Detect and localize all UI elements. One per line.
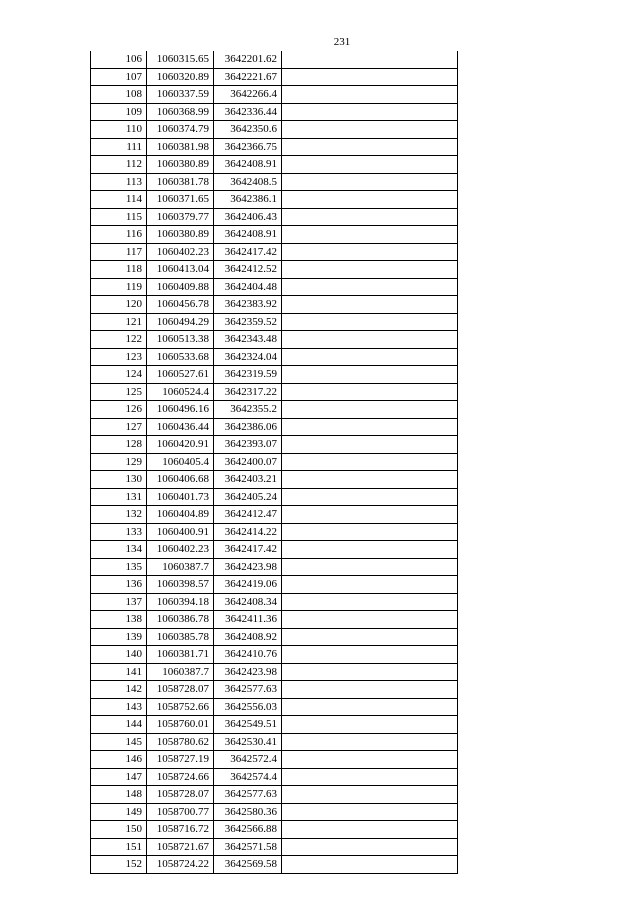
point-id-cell: 114 <box>91 191 147 209</box>
table-row <box>91 593 458 611</box>
x-coordinate-cell: 1060371.65 <box>147 191 214 209</box>
note-cell <box>282 348 458 366</box>
table-row <box>91 173 458 191</box>
x-coordinate-cell: 1058727.19 <box>147 751 214 769</box>
note-cell <box>282 593 458 611</box>
table-row <box>91 523 458 541</box>
point-id-cell: 131 <box>91 488 147 506</box>
coordinate-table <box>90 51 458 874</box>
note-cell <box>282 576 458 594</box>
y-coordinate-cell: 3642419.06 <box>214 576 282 594</box>
x-coordinate-cell: 1058752.66 <box>147 698 214 716</box>
x-coordinate-cell: 1060405.4 <box>147 453 214 471</box>
note-cell <box>282 558 458 576</box>
table-row <box>91 86 458 104</box>
point-id-cell: 142 <box>91 681 147 699</box>
point-id-cell: 137 <box>91 593 147 611</box>
y-coordinate-cell: 3642580.36 <box>214 803 282 821</box>
point-id-cell: 116 <box>91 226 147 244</box>
table-row <box>91 838 458 856</box>
note-cell <box>282 628 458 646</box>
table-row <box>91 401 458 419</box>
note-cell <box>282 51 458 68</box>
point-id-cell: 121 <box>91 313 147 331</box>
point-id-cell: 128 <box>91 436 147 454</box>
x-coordinate-cell: 1060400.91 <box>147 523 214 541</box>
y-coordinate-cell: 3642405.24 <box>214 488 282 506</box>
note-cell <box>282 646 458 664</box>
y-coordinate-cell: 3642336.44 <box>214 103 282 121</box>
point-id-cell: 115 <box>91 208 147 226</box>
x-coordinate-cell: 1060409.88 <box>147 278 214 296</box>
y-coordinate-cell: 3642383.92 <box>214 296 282 314</box>
y-coordinate-cell: 3642408.91 <box>214 226 282 244</box>
y-coordinate-cell: 3642566.88 <box>214 821 282 839</box>
y-coordinate-cell: 3642410.76 <box>214 646 282 664</box>
note-cell <box>282 803 458 821</box>
x-coordinate-cell: 1060533.68 <box>147 348 214 366</box>
y-coordinate-cell: 3642408.5 <box>214 173 282 191</box>
table-row <box>91 698 458 716</box>
point-id-cell: 109 <box>91 103 147 121</box>
table-row <box>91 506 458 524</box>
point-id-cell: 117 <box>91 243 147 261</box>
point-id-cell: 119 <box>91 278 147 296</box>
y-coordinate-cell: 3642266.4 <box>214 86 282 104</box>
table-row <box>91 716 458 734</box>
y-coordinate-cell: 3642423.98 <box>214 663 282 681</box>
x-coordinate-cell: 1060527.61 <box>147 366 214 384</box>
y-coordinate-cell: 3642412.52 <box>214 261 282 279</box>
x-coordinate-cell: 1060402.23 <box>147 243 214 261</box>
table-row <box>91 296 458 314</box>
point-id-cell: 144 <box>91 716 147 734</box>
x-coordinate-cell: 1058728.07 <box>147 681 214 699</box>
x-coordinate-cell: 1060401.73 <box>147 488 214 506</box>
x-coordinate-cell: 1060379.77 <box>147 208 214 226</box>
note-cell <box>282 86 458 104</box>
point-id-cell: 152 <box>91 856 147 874</box>
x-coordinate-cell: 1060394.18 <box>147 593 214 611</box>
x-coordinate-cell: 1058724.66 <box>147 768 214 786</box>
table-row <box>91 803 458 821</box>
point-id-cell: 123 <box>91 348 147 366</box>
x-coordinate-cell: 1060374.79 <box>147 121 214 139</box>
point-id-cell: 111 <box>91 138 147 156</box>
note-cell <box>282 751 458 769</box>
y-coordinate-cell: 3642530.41 <box>214 733 282 751</box>
x-coordinate-cell: 1058721.67 <box>147 838 214 856</box>
y-coordinate-cell: 3642408.92 <box>214 628 282 646</box>
table-row <box>91 278 458 296</box>
y-coordinate-cell: 3642549.51 <box>214 716 282 734</box>
table-row <box>91 331 458 349</box>
note-cell <box>282 786 458 804</box>
x-coordinate-cell: 1058760.01 <box>147 716 214 734</box>
x-coordinate-cell: 1060381.78 <box>147 173 214 191</box>
point-id-cell: 149 <box>91 803 147 821</box>
y-coordinate-cell: 3642319.59 <box>214 366 282 384</box>
point-id-cell: 133 <box>91 523 147 541</box>
point-id-cell: 120 <box>91 296 147 314</box>
x-coordinate-cell: 1060320.89 <box>147 68 214 86</box>
table-row <box>91 611 458 629</box>
point-id-cell: 129 <box>91 453 147 471</box>
x-coordinate-cell: 1060398.57 <box>147 576 214 594</box>
x-coordinate-cell: 1060337.59 <box>147 86 214 104</box>
x-coordinate-cell: 1060387.7 <box>147 558 214 576</box>
table-row <box>91 348 458 366</box>
x-coordinate-cell: 1060436.44 <box>147 418 214 436</box>
y-coordinate-cell: 3642417.42 <box>214 541 282 559</box>
note-cell <box>282 366 458 384</box>
point-id-cell: 126 <box>91 401 147 419</box>
x-coordinate-cell: 1060385.78 <box>147 628 214 646</box>
x-coordinate-cell: 1060404.89 <box>147 506 214 524</box>
y-coordinate-cell: 3642403.21 <box>214 471 282 489</box>
point-id-cell: 146 <box>91 751 147 769</box>
x-coordinate-cell: 1058724.22 <box>147 856 214 874</box>
table-row <box>91 681 458 699</box>
coordinate-table-body <box>91 51 458 873</box>
x-coordinate-cell: 1060524.4 <box>147 383 214 401</box>
table-row <box>91 103 458 121</box>
table-row <box>91 646 458 664</box>
x-coordinate-cell: 1058700.77 <box>147 803 214 821</box>
table-row <box>91 663 458 681</box>
table-row <box>91 261 458 279</box>
point-id-cell: 124 <box>91 366 147 384</box>
x-coordinate-cell: 1060380.89 <box>147 226 214 244</box>
x-coordinate-cell: 1058728.07 <box>147 786 214 804</box>
note-cell <box>282 173 458 191</box>
table-row <box>91 628 458 646</box>
x-coordinate-cell: 1060315.65 <box>147 51 214 68</box>
note-cell <box>282 103 458 121</box>
x-coordinate-cell: 1060381.98 <box>147 138 214 156</box>
table-row <box>91 243 458 261</box>
y-coordinate-cell: 3642572.4 <box>214 751 282 769</box>
table-row <box>91 313 458 331</box>
y-coordinate-cell: 3642556.03 <box>214 698 282 716</box>
note-cell <box>282 243 458 261</box>
point-id-cell: 151 <box>91 838 147 856</box>
y-coordinate-cell: 3642411.36 <box>214 611 282 629</box>
point-id-cell: 122 <box>91 331 147 349</box>
y-coordinate-cell: 3642366.75 <box>214 138 282 156</box>
note-cell <box>282 471 458 489</box>
table-row <box>91 68 458 86</box>
note-cell <box>282 418 458 436</box>
x-coordinate-cell: 1060413.04 <box>147 261 214 279</box>
table-row <box>91 366 458 384</box>
table-row <box>91 226 458 244</box>
y-coordinate-cell: 3642577.63 <box>214 681 282 699</box>
point-id-cell: 147 <box>91 768 147 786</box>
y-coordinate-cell: 3642569.58 <box>214 856 282 874</box>
note-cell <box>282 121 458 139</box>
note-cell <box>282 488 458 506</box>
y-coordinate-cell: 3642317.22 <box>214 383 282 401</box>
note-cell <box>282 838 458 856</box>
x-coordinate-cell: 1060368.99 <box>147 103 214 121</box>
y-coordinate-cell: 3642221.67 <box>214 68 282 86</box>
point-id-cell: 132 <box>91 506 147 524</box>
table-row <box>91 191 458 209</box>
note-cell <box>282 768 458 786</box>
y-coordinate-cell: 3642404.48 <box>214 278 282 296</box>
y-coordinate-cell: 3642406.43 <box>214 208 282 226</box>
y-coordinate-cell: 3642408.91 <box>214 156 282 174</box>
table-row <box>91 156 458 174</box>
table-row <box>91 576 458 594</box>
note-cell <box>282 156 458 174</box>
note-cell <box>282 208 458 226</box>
note-cell <box>282 453 458 471</box>
table-row <box>91 138 458 156</box>
table-row <box>91 453 458 471</box>
note-cell <box>282 383 458 401</box>
point-id-cell: 107 <box>91 68 147 86</box>
table-row <box>91 733 458 751</box>
y-coordinate-cell: 3642343.48 <box>214 331 282 349</box>
y-coordinate-cell: 3642324.04 <box>214 348 282 366</box>
note-cell <box>282 313 458 331</box>
table-row <box>91 541 458 559</box>
y-coordinate-cell: 3642359.52 <box>214 313 282 331</box>
note-cell <box>282 261 458 279</box>
y-coordinate-cell: 3642386.1 <box>214 191 282 209</box>
note-cell <box>282 331 458 349</box>
table-row <box>91 768 458 786</box>
note-cell <box>282 611 458 629</box>
note-cell <box>282 506 458 524</box>
note-cell <box>282 401 458 419</box>
table-row <box>91 436 458 454</box>
table-row <box>91 856 458 874</box>
point-id-cell: 139 <box>91 628 147 646</box>
x-coordinate-cell: 1060387.7 <box>147 663 214 681</box>
y-coordinate-cell: 3642414.22 <box>214 523 282 541</box>
note-cell <box>282 716 458 734</box>
table-row <box>91 488 458 506</box>
table-row <box>91 558 458 576</box>
x-coordinate-cell: 1060420.91 <box>147 436 214 454</box>
note-cell <box>282 541 458 559</box>
point-id-cell: 136 <box>91 576 147 594</box>
note-cell <box>282 226 458 244</box>
note-cell <box>282 856 458 874</box>
point-id-cell: 143 <box>91 698 147 716</box>
x-coordinate-cell: 1060386.78 <box>147 611 214 629</box>
y-coordinate-cell: 3642412.47 <box>214 506 282 524</box>
table-row <box>91 751 458 769</box>
x-coordinate-cell: 1058716.72 <box>147 821 214 839</box>
x-coordinate-cell: 1060406.68 <box>147 471 214 489</box>
point-id-cell: 138 <box>91 611 147 629</box>
x-coordinate-cell: 1060456.78 <box>147 296 214 314</box>
note-cell <box>282 296 458 314</box>
note-cell <box>282 698 458 716</box>
table-row <box>91 821 458 839</box>
note-cell <box>282 278 458 296</box>
page-number: 231 <box>333 36 351 48</box>
y-coordinate-cell: 3642386.06 <box>214 418 282 436</box>
y-coordinate-cell: 3642201.62 <box>214 51 282 68</box>
point-id-cell: 127 <box>91 418 147 436</box>
y-coordinate-cell: 3642350.6 <box>214 121 282 139</box>
table-row <box>91 51 458 68</box>
note-cell <box>282 663 458 681</box>
y-coordinate-cell: 3642393.07 <box>214 436 282 454</box>
note-cell <box>282 821 458 839</box>
note-cell <box>282 436 458 454</box>
y-coordinate-cell: 3642408.34 <box>214 593 282 611</box>
table-row <box>91 471 458 489</box>
point-id-cell: 125 <box>91 383 147 401</box>
point-id-cell: 148 <box>91 786 147 804</box>
x-coordinate-cell: 1060402.23 <box>147 541 214 559</box>
table-row <box>91 418 458 436</box>
y-coordinate-cell: 3642577.63 <box>214 786 282 804</box>
point-id-cell: 150 <box>91 821 147 839</box>
point-id-cell: 135 <box>91 558 147 576</box>
y-coordinate-cell: 3642574.4 <box>214 768 282 786</box>
point-id-cell: 134 <box>91 541 147 559</box>
y-coordinate-cell: 3642417.42 <box>214 243 282 261</box>
note-cell <box>282 681 458 699</box>
x-coordinate-cell: 1060496.16 <box>147 401 214 419</box>
table-row <box>91 383 458 401</box>
y-coordinate-cell: 3642355.2 <box>214 401 282 419</box>
y-coordinate-cell: 3642423.98 <box>214 558 282 576</box>
y-coordinate-cell: 3642571.58 <box>214 838 282 856</box>
x-coordinate-cell: 1060381.71 <box>147 646 214 664</box>
point-id-cell: 112 <box>91 156 147 174</box>
note-cell <box>282 68 458 86</box>
table-row <box>91 786 458 804</box>
point-id-cell: 145 <box>91 733 147 751</box>
y-coordinate-cell: 3642400.07 <box>214 453 282 471</box>
point-id-cell: 108 <box>91 86 147 104</box>
point-id-cell: 130 <box>91 471 147 489</box>
point-id-cell: 141 <box>91 663 147 681</box>
note-cell <box>282 733 458 751</box>
note-cell <box>282 138 458 156</box>
x-coordinate-cell: 1058780.62 <box>147 733 214 751</box>
point-id-cell: 118 <box>91 261 147 279</box>
table-row <box>91 121 458 139</box>
x-coordinate-cell: 1060513.38 <box>147 331 214 349</box>
point-id-cell: 110 <box>91 121 147 139</box>
x-coordinate-cell: 1060494.29 <box>147 313 214 331</box>
point-id-cell: 140 <box>91 646 147 664</box>
point-id-cell: 113 <box>91 173 147 191</box>
x-coordinate-cell: 1060380.89 <box>147 156 214 174</box>
point-id-cell: 106 <box>91 51 147 68</box>
table-row <box>91 208 458 226</box>
note-cell <box>282 523 458 541</box>
note-cell <box>282 191 458 209</box>
